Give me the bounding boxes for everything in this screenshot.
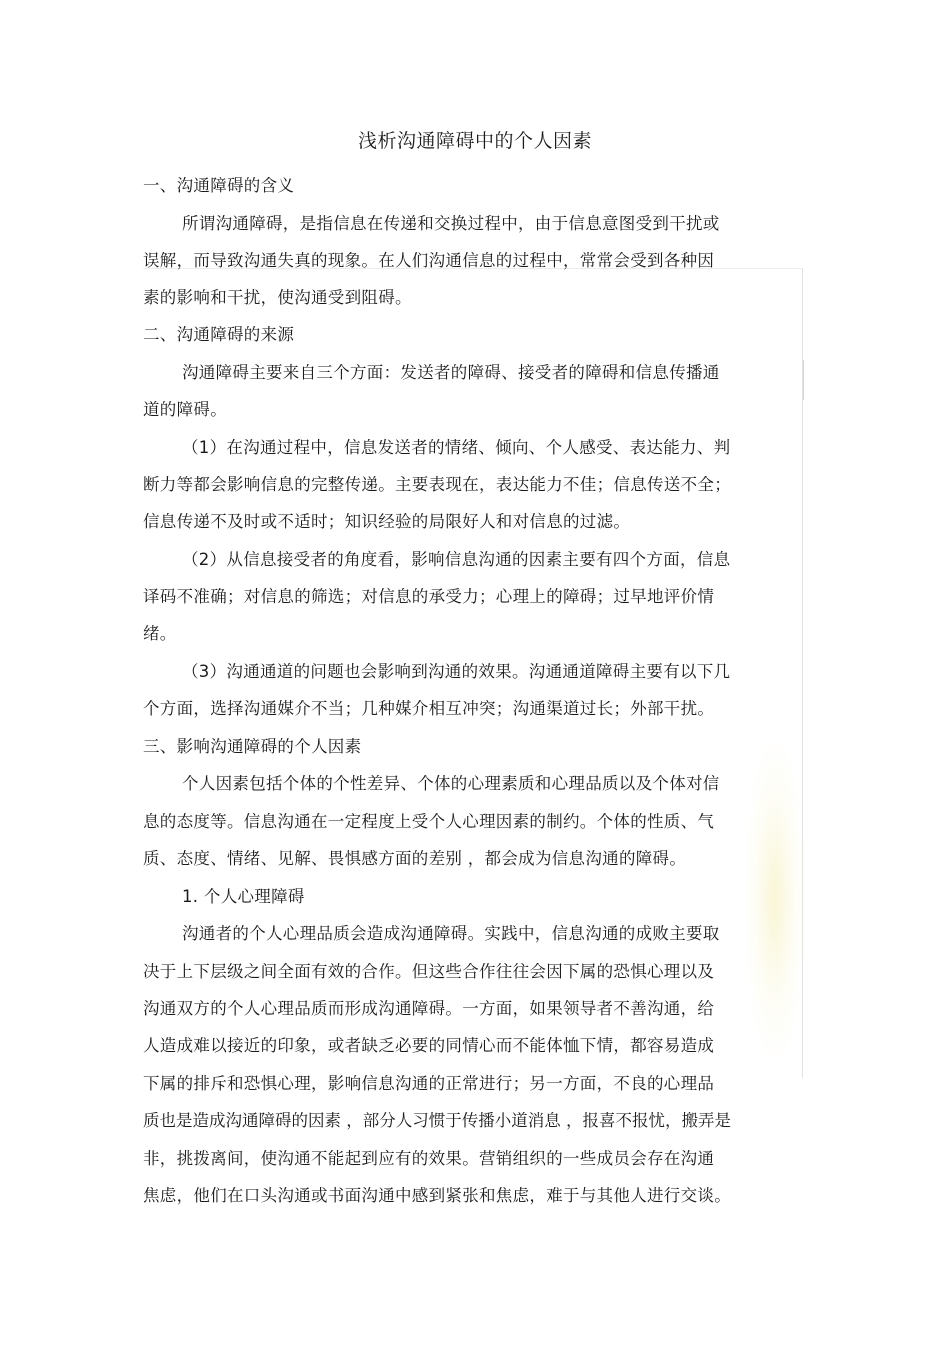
paragraph-line: 质、态度、情绪、见解、畏惧感方面的差别 ，都会成为信息沟通的障碍。 [143, 849, 687, 868]
paragraph-line: 断力等都会影响信息的完整传递。主要表现在，表达能力不佳；信息传送不全； [143, 475, 731, 494]
paragraph-line: 误解，而导致沟通失真的现象。在人们沟通信息的过程中，常常会受到各种因 [143, 251, 715, 270]
paragraph-line: 沟通者的个人心理品质会造成沟通障碍。实践中，信息沟通的成败主要取 [182, 924, 720, 943]
section-heading-1: 一、沟通障碍的含义 [143, 176, 295, 195]
paragraph-line: 素的影响和干扰，使沟通受到阻碍。 [143, 288, 412, 307]
scan-edge-mark [803, 360, 804, 400]
paragraph-line: 决于上下层级之间全面有效的合作。但这些合作往往会因下属的恐惧心理以及 [143, 962, 715, 981]
paragraph-line: 沟通双方的个人心理品质而形成沟通障碍。一方面，如果领导者不善沟通，给 [143, 999, 715, 1018]
paragraph-line: 信息传递不及时或不适时；知识经验的局限好人和对信息的过滤。 [143, 512, 631, 531]
paragraph-line: 质也是造成沟通障碍的因素 ，部分人习惯于传播小道消息 ，报喜不报忧，搬弄是 [143, 1111, 731, 1130]
paragraph-line: 焦虑，他们在口头沟通或书面沟通中感到紧张和焦虑，难于与其他人进行交谈。 [143, 1186, 731, 1205]
paragraph-line: 个方面，选择沟通媒介不当；几种媒介相互冲突；沟通渠道过长；外部干扰。 [143, 699, 715, 718]
paragraph-line: 非，挑拨离间，使沟通不能起到应有的效果。营销组织的一些成员会存在沟通 [143, 1149, 715, 1168]
paragraph-line: 绪。 [143, 624, 177, 643]
paragraph-line: 下属的排斥和恐惧心理，影响信息沟通的正常进行；另一方面，不良的心理品 [143, 1074, 715, 1093]
paragraph-line: （2）从信息接受者的角度看，影响信息沟通的因素主要有四个方面，信息 [182, 550, 731, 569]
section-heading-2: 二、沟通障碍的来源 [143, 325, 295, 344]
document-title: 浅析沟通障碍中的个人因素 [357, 130, 592, 152]
paragraph-line: 息的态度等。信息沟通在一定程度上受个人心理因素的制约。个体的性质、气 [143, 812, 715, 831]
paragraph-line: 道的障碍。 [143, 400, 227, 419]
paragraph-line: （3）沟通通道的问题也会影响到沟通的效果。沟通通道障碍主要有以下几 [182, 662, 731, 681]
paragraph-line: 个人因素包括个体的个性差异、个体的心理素质和心理品质以及个体对信 [182, 774, 720, 793]
paragraph-line: 人造成难以接近的印象，或者缺乏必要的同情心而不能体恤下情，都容易造成 [143, 1036, 715, 1055]
paragraph-line: 所谓沟通障碍，是指信息在传递和交换过程中，由于信息意图受到干扰或 [182, 214, 720, 233]
scan-smudge-artifact [745, 740, 805, 1060]
paragraph-line: 译码不准确；对信息的筛选；对信息的承受力；心理上的障碍；过早地评价情 [143, 587, 715, 606]
paragraph-line: （1）在沟通过程中，信息发送者的情绪、倾向、个人感受、表达能力、判 [182, 438, 731, 457]
paragraph-line: 沟通障碍主要来自三个方面：发送者的障碍、接受者的障碍和信息传播通 [182, 363, 720, 382]
section-heading-3: 三、影响沟通障碍的个人因素 [143, 737, 362, 756]
subsection-heading: 1. 个人心理障碍 [182, 887, 305, 906]
